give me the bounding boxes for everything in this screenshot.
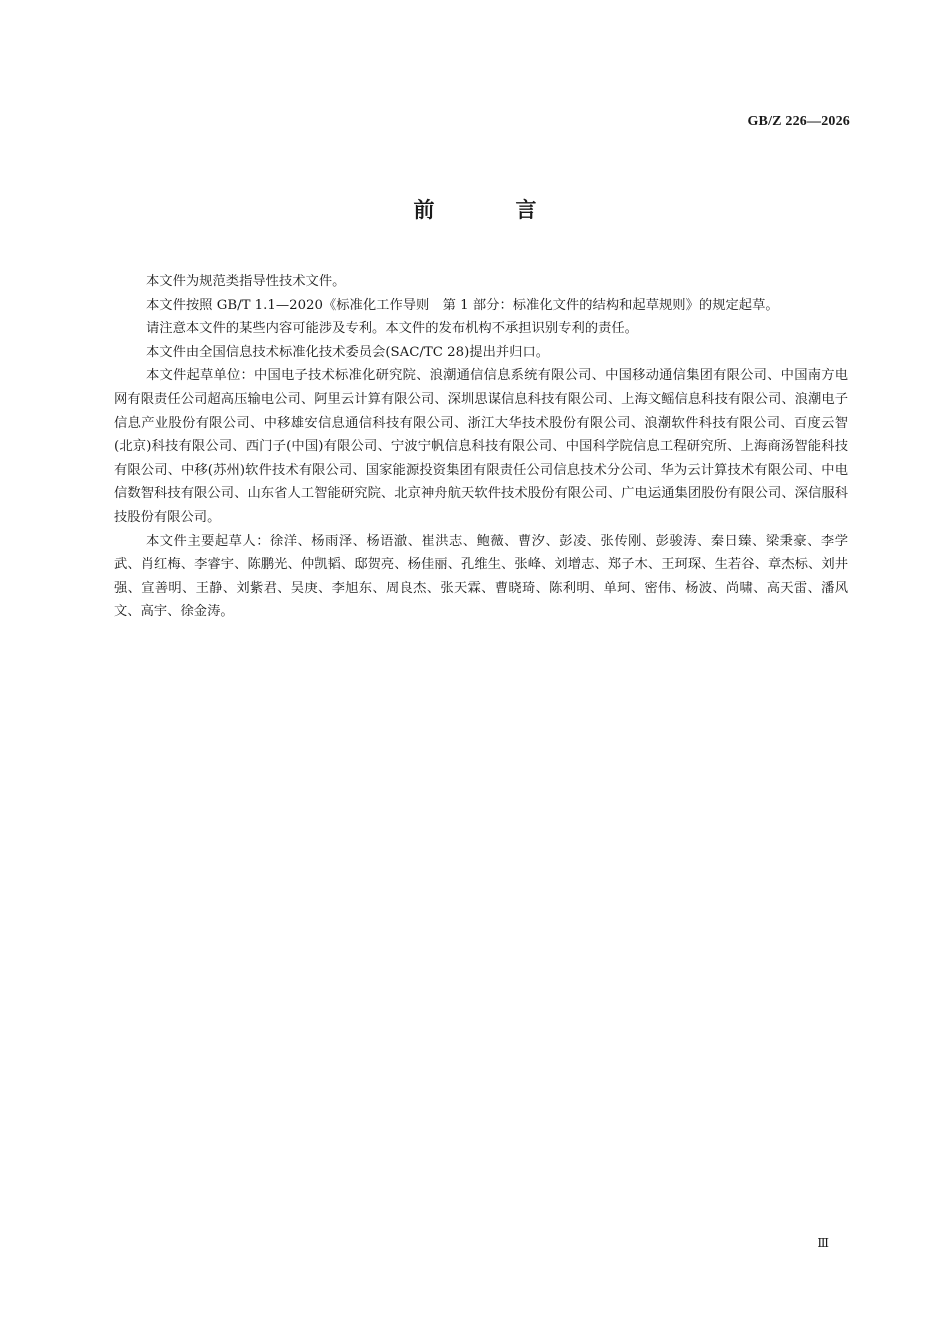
paragraph-patent-notice: 请注意本文件的某些内容可能涉及专利。本文件的发布机构不承担识别专利的责任。 (146, 321, 638, 337)
document-number: GB/Z 226—2026 (747, 114, 850, 129)
paragraph-proposer: 本文件由全国信息技术标准化技术委员会(SAC/TC 28)提出并归口。 (146, 344, 550, 360)
page-title: 前 言 (413, 198, 567, 222)
paragraph-drafters: 本文件主要起草人：徐洋、杨雨泽、杨语澈、崔洪志、鲍薇、曹汐、彭凌、张传刚、彭骏涛、秦日臻、梁秉豪、李学武、肖红梅、李睿宇、陈鹏光、仲凯韬、邸贺亮、杨佳丽、孔维生、张峰、刘增志、郑子木、王珂琛、生若谷、章杰标、刘井强、宣善明、王静、刘紫君、吴庚、李旭东、周良杰、张天霖、曹晓琦、陈利明、单珂、密伟、杨波、尚啸、高天雷、潘风文、高宇、徐金涛。 (114, 533, 848, 620)
foreword-body (114, 270, 848, 624)
paragraph-document-type: 本文件为规范类指导性技术文件。 (146, 274, 346, 289)
paragraph-drafting-units: 本文件起草单位：中国电子技术标准化研究院、浪潮通信信息系统有限公司、中国移动通信集团有限公司、中国南方电网有限责任公司超高压输电公司、阿里云计算有限公司、深圳思谋信息科技有限公司、上海文鳐信息科技有限公司、浪潮电子信息产业股份有限公司、中移雄安信息通信科技有限公司、浙江大华技术股份有限公司、浪潮软件科技有限公司、百度云智(北京)科技有限公司、西门子(中国)有限公司、宁波宁帆信息科技有限公司、中国科学院信息工程研究所、上海商汤智能科技有限公司、中移(苏州)软件技术有限公司、国家能源投资集团有限责任公司信息技术分公司、华为云计算技术有限公司、中电信数智科技有限公司、山东省人工智能研究院、北京神舟航天软件技术股份有限公司、广电运通集团股份有限公司、深信服科技股份有限公司。 (114, 368, 848, 525)
paragraph-drafting-rules: 本文件按照 GB/T 1.1—2020《标准化工作导则 第 1 部分：标准化文件的结构和起草规则》的规定起草。 (146, 297, 779, 313)
page-number: Ⅲ (817, 1236, 829, 1250)
